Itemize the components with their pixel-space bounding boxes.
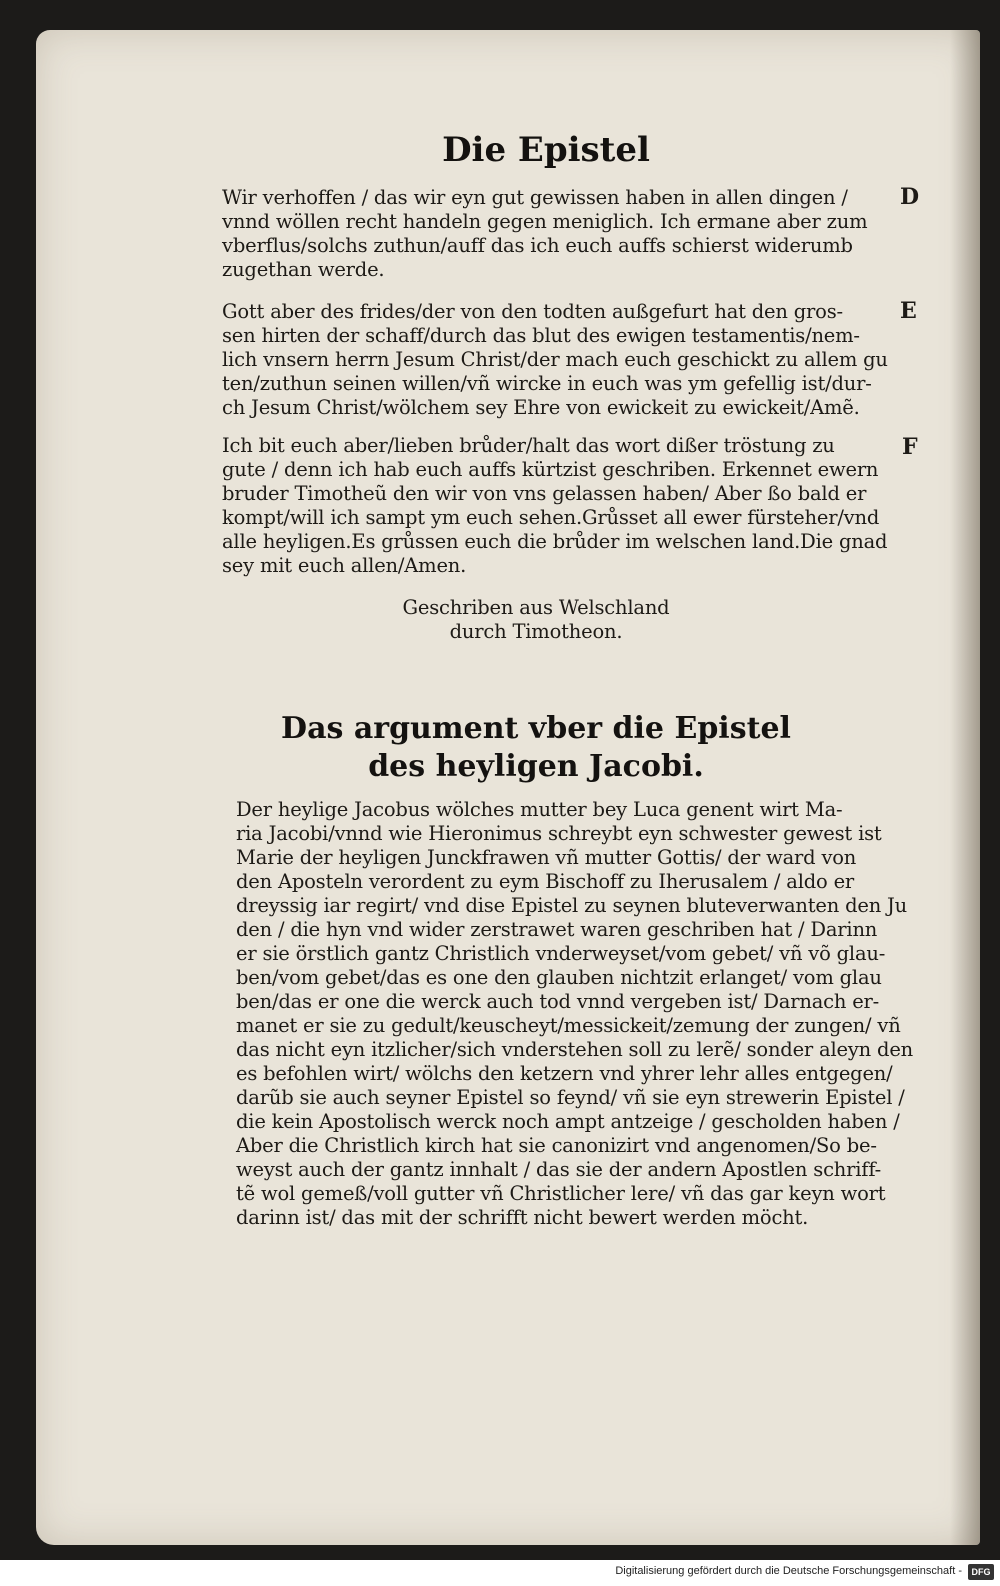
book-page <box>36 30 980 1545</box>
text-line: kompt/will ich sampt ym euch sehen.Grůsset all ewer fürsteher/vnd <box>222 506 880 529</box>
text-line: Der heylige Jacobus wölches mutter bey Luca genent wirt Ma- <box>236 798 843 821</box>
text-line: den / die hyn vnd wider zerstrawet waren geschriben hat / Darinn <box>236 918 878 941</box>
argument-title-line: des heyligen Jacobi. <box>368 749 704 784</box>
text-line: vberflus/solchs zuthun/auff das ich euch auffs schierst widerumb <box>222 234 853 257</box>
margin-marker-f: F <box>902 434 918 460</box>
text-line: das nicht eyn itzlicher/sich vnderstehen soll zu lerẽ/ sonder aleyn den <box>236 1038 914 1061</box>
text-line: zugethan werde. <box>222 258 385 281</box>
text-line: sen hirten der schaff/durch das blut des ewigen testamentis/nem- <box>222 324 860 347</box>
argument-title-line: Das argument vber die Epistel <box>281 711 791 746</box>
page-edge-shadow <box>950 30 980 1545</box>
text-line: Wir verhoffen / das wir eyn gut gewissen haben in allen dingen / <box>222 186 848 209</box>
text-line: sey mit euch allen/Amen. <box>222 554 467 577</box>
dfg-logo: DFG <box>968 1564 994 1580</box>
text-line: es befohlen wirt/ wölchs den ketzern vnd yhrer lehr alles entgegen/ <box>236 1062 893 1085</box>
text-line: ten/zuthun seinen willen/vñ wircke in euch was ym gefellig ist/dur- <box>222 372 872 395</box>
text-line: ben/vom gebet/das es one den glauben nichtzit erlanget/ vom glau <box>236 966 882 989</box>
text-line: ch Jesum Christ/wölchem sey Ehre von ewickeit zu ewickeit/Amẽ. <box>222 396 860 419</box>
text-line: tẽ wol gemeß/voll gutter vñ Christlicher lere/ vñ das gar keyn wort <box>236 1182 886 1205</box>
margin-marker-d: D <box>900 184 920 210</box>
text-line: lich vnsern herrn Jesum Christ/der mach euch geschickt zu allem gu <box>222 348 888 371</box>
text-line: ben/das er one die werck auch tod vnnd vergeben ist/ Darnach er- <box>236 990 880 1013</box>
digitization-footer <box>0 1560 1000 1586</box>
text-line: Gott aber des frides/der von den todten außgefurt hat den gros- <box>222 300 843 323</box>
text-line: Aber die Christlich kirch hat sie canonizirt vnd angenomen/So be- <box>236 1134 877 1157</box>
text-line: weyst auch der gantz innhalt / das sie der andern Apostlen schriff- <box>236 1158 882 1181</box>
footer-credit: Digitalisierung gefördert durch die Deutsche Forschungsgemeinschaft - <box>615 1565 962 1577</box>
text-line: Ich bit euch aber/lieben brůder/halt das wort dißer tröstung zu <box>222 434 835 457</box>
page-title: Die Epistel <box>442 130 650 170</box>
text-line: gute / denn ich hab euch auffs kürtzist geschriben. Erkennet ewern <box>222 458 879 481</box>
text-line: darũb sie auch seyner Epistel so feynd/ vñ sie eyn strewerin Epistel / <box>236 1086 905 1109</box>
closing-line: durch Timotheon. <box>449 620 623 643</box>
text-line: den Aposteln verordent zu eym Bischoff zu Iherusalem / aldo er <box>236 870 855 893</box>
text-line: bruder Timotheũ den wir von vns gelassen haben/ Aber ßo bald er <box>222 482 867 505</box>
paragraph-f <box>222 434 887 578</box>
paragraph-d <box>222 186 867 282</box>
text-line: darinn ist/ das mit der schrifft nicht bewert werden möcht. <box>236 1206 809 1229</box>
argument-title <box>216 710 856 786</box>
margin-marker-e: E <box>900 298 917 324</box>
text-line: alle heyligen.Es grůssen euch die brůder im welschen land.Die gnad <box>222 530 888 553</box>
text-line: die kein Apostolisch werck noch ampt antzeige / gescholden haben / <box>236 1110 900 1133</box>
text-line: vnnd wöllen recht handeln gegen meniglich. Ich ermane aber zum <box>222 210 868 233</box>
paragraph-e <box>222 300 888 420</box>
argument-body <box>236 798 913 1230</box>
text-line: dreyssig iar regirt/ vnd dise Epistel zu seynen bluteverwanten den Ju <box>236 894 908 917</box>
text-line: Marie der heyligen Junckfrawen vñ mutter Gottis/ der ward von <box>236 846 857 869</box>
text-line: ria Jacobi/vnnd wie Hieronimus schreybt eyn schwester gewest ist <box>236 822 882 845</box>
closing-block <box>336 596 736 644</box>
closing-line: Geschriben aus Welschland <box>402 596 670 619</box>
text-line: er sie örstlich gantz Christlich vnderweyset/vom gebet/ vñ võ glau- <box>236 942 886 965</box>
text-line: manet er sie zu gedult/keuscheyt/messickeit/zemung der zungen/ vñ <box>236 1014 901 1037</box>
